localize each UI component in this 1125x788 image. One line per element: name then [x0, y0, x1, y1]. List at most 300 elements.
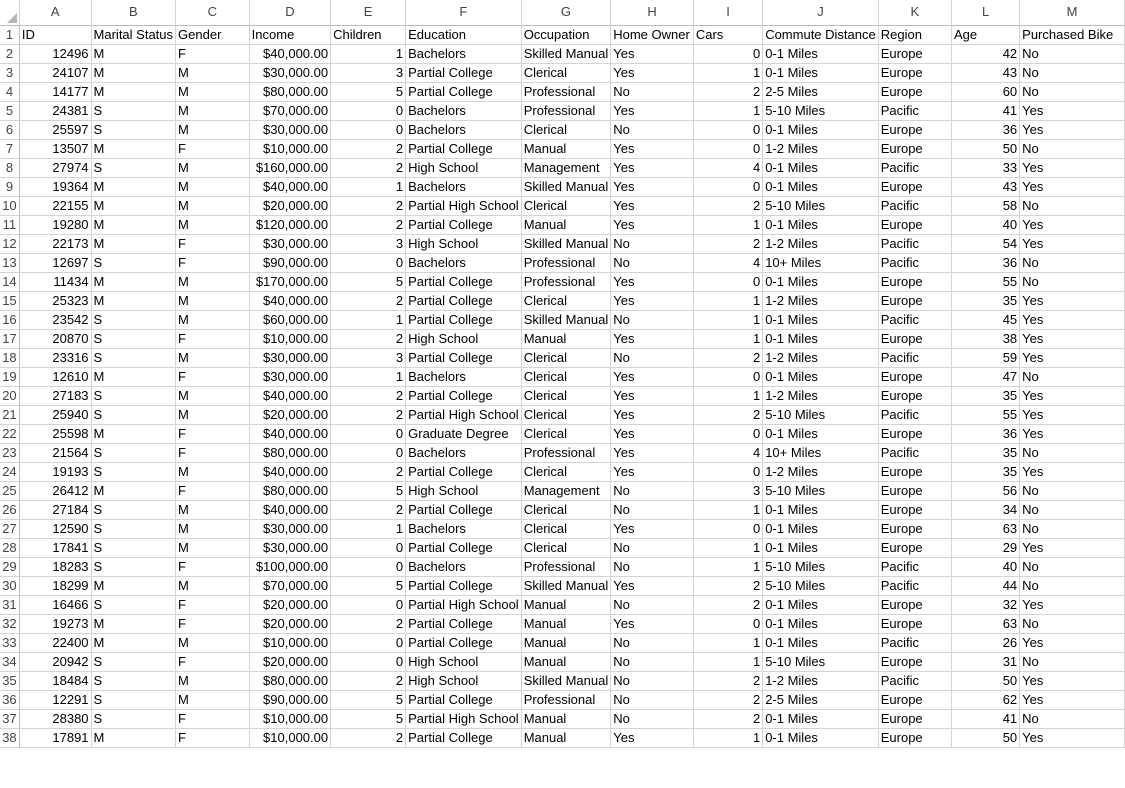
- cell[interactable]: M: [91, 177, 175, 196]
- cell[interactable]: No: [611, 557, 694, 576]
- cell[interactable]: 22173: [19, 234, 91, 253]
- cell[interactable]: M: [91, 367, 175, 386]
- cell[interactable]: Clerical: [521, 367, 611, 386]
- cell[interactable]: No: [1020, 709, 1125, 728]
- cell[interactable]: 14177: [19, 82, 91, 101]
- cell[interactable]: 10+ Miles: [763, 443, 879, 462]
- cell[interactable]: $60,000.00: [249, 310, 330, 329]
- cell[interactable]: F: [176, 709, 250, 728]
- cell[interactable]: $80,000.00: [249, 82, 330, 101]
- cell[interactable]: S: [91, 690, 175, 709]
- cell[interactable]: $40,000.00: [249, 386, 330, 405]
- cell[interactable]: 0-1 Miles: [763, 728, 879, 747]
- cell[interactable]: Skilled Manual: [521, 234, 611, 253]
- cell[interactable]: 0: [331, 443, 406, 462]
- row-header-10[interactable]: 10: [0, 196, 19, 215]
- cell[interactable]: $160,000.00: [249, 158, 330, 177]
- cell[interactable]: Clerical: [521, 120, 611, 139]
- cell[interactable]: Yes: [611, 177, 694, 196]
- cell[interactable]: 0-1 Miles: [763, 424, 879, 443]
- cell[interactable]: 36: [951, 424, 1019, 443]
- cell[interactable]: 0: [331, 557, 406, 576]
- cell[interactable]: No: [611, 348, 694, 367]
- cell[interactable]: Partial College: [406, 291, 522, 310]
- cell[interactable]: 23316: [19, 348, 91, 367]
- cell[interactable]: 19280: [19, 215, 91, 234]
- cell[interactable]: No: [1020, 272, 1125, 291]
- cell[interactable]: 10+ Miles: [763, 253, 879, 272]
- cell[interactable]: 0: [693, 177, 762, 196]
- cell[interactable]: 38: [951, 329, 1019, 348]
- cell[interactable]: 0-1 Miles: [763, 158, 879, 177]
- cell[interactable]: 22400: [19, 633, 91, 652]
- cell[interactable]: 0-1 Miles: [763, 538, 879, 557]
- cell[interactable]: 43: [951, 63, 1019, 82]
- cell[interactable]: $40,000.00: [249, 500, 330, 519]
- cell[interactable]: 0: [693, 44, 762, 63]
- cell[interactable]: No: [1020, 63, 1125, 82]
- cell[interactable]: Pacific: [878, 405, 951, 424]
- column-title-cell[interactable]: Region: [878, 25, 951, 44]
- cell[interactable]: $20,000.00: [249, 614, 330, 633]
- cell[interactable]: 27974: [19, 158, 91, 177]
- cell[interactable]: Bachelors: [406, 101, 522, 120]
- cell[interactable]: High School: [406, 652, 522, 671]
- cell[interactable]: 4: [693, 253, 762, 272]
- cell[interactable]: 2: [693, 576, 762, 595]
- cell[interactable]: No: [1020, 443, 1125, 462]
- cell[interactable]: 58: [951, 196, 1019, 215]
- row-header-36[interactable]: 36: [0, 690, 19, 709]
- cell[interactable]: S: [91, 500, 175, 519]
- cell[interactable]: 59: [951, 348, 1019, 367]
- cell[interactable]: No: [611, 120, 694, 139]
- cell[interactable]: 2-5 Miles: [763, 82, 879, 101]
- cell[interactable]: No: [611, 538, 694, 557]
- cell[interactable]: 63: [951, 614, 1019, 633]
- cell[interactable]: 0: [693, 519, 762, 538]
- row-header-20[interactable]: 20: [0, 386, 19, 405]
- cell[interactable]: Pacific: [878, 633, 951, 652]
- cell[interactable]: Skilled Manual: [521, 177, 611, 196]
- row-header-25[interactable]: 25: [0, 481, 19, 500]
- cell[interactable]: Yes: [1020, 538, 1125, 557]
- cell[interactable]: 26: [951, 633, 1019, 652]
- cell[interactable]: 1: [331, 367, 406, 386]
- cell[interactable]: Clerical: [521, 386, 611, 405]
- cell[interactable]: 43: [951, 177, 1019, 196]
- cell[interactable]: 0-1 Miles: [763, 120, 879, 139]
- row-header-27[interactable]: 27: [0, 519, 19, 538]
- cell[interactable]: 2: [331, 671, 406, 690]
- cell[interactable]: S: [91, 557, 175, 576]
- cell[interactable]: 1: [693, 310, 762, 329]
- cell[interactable]: Europe: [878, 652, 951, 671]
- cell[interactable]: $40,000.00: [249, 424, 330, 443]
- cell[interactable]: Manual: [521, 652, 611, 671]
- cell[interactable]: $30,000.00: [249, 234, 330, 253]
- cell[interactable]: Management: [521, 158, 611, 177]
- cell[interactable]: $10,000.00: [249, 139, 330, 158]
- cell[interactable]: 12610: [19, 367, 91, 386]
- cell[interactable]: Yes: [611, 424, 694, 443]
- cell[interactable]: Europe: [878, 367, 951, 386]
- cell[interactable]: M: [91, 234, 175, 253]
- cell[interactable]: F: [176, 367, 250, 386]
- cell[interactable]: 0-1 Miles: [763, 310, 879, 329]
- row-header-19[interactable]: 19: [0, 367, 19, 386]
- column-title-cell[interactable]: Income: [249, 25, 330, 44]
- cell[interactable]: $10,000.00: [249, 329, 330, 348]
- cell[interactable]: Europe: [878, 481, 951, 500]
- cell[interactable]: F: [176, 253, 250, 272]
- column-title-cell[interactable]: Home Owner: [611, 25, 694, 44]
- cell[interactable]: Yes: [1020, 671, 1125, 690]
- cell[interactable]: Manual: [521, 709, 611, 728]
- cell[interactable]: No: [1020, 500, 1125, 519]
- cell[interactable]: No: [611, 500, 694, 519]
- column-header-h[interactable]: H: [611, 0, 694, 25]
- cell[interactable]: 19364: [19, 177, 91, 196]
- cell[interactable]: Partial High School: [406, 405, 522, 424]
- cell[interactable]: 47: [951, 367, 1019, 386]
- cell[interactable]: 25940: [19, 405, 91, 424]
- column-header-e[interactable]: E: [331, 0, 406, 25]
- cell[interactable]: Partial College: [406, 614, 522, 633]
- cell[interactable]: No: [611, 481, 694, 500]
- cell[interactable]: 25323: [19, 291, 91, 310]
- cell[interactable]: 0-1 Miles: [763, 44, 879, 63]
- cell[interactable]: M: [176, 291, 250, 310]
- cell[interactable]: Yes: [611, 196, 694, 215]
- cell[interactable]: 0: [693, 139, 762, 158]
- row-header-37[interactable]: 37: [0, 709, 19, 728]
- cell[interactable]: M: [176, 500, 250, 519]
- cell[interactable]: M: [91, 576, 175, 595]
- cell[interactable]: F: [176, 652, 250, 671]
- cell[interactable]: Partial College: [406, 82, 522, 101]
- cell[interactable]: Yes: [1020, 405, 1125, 424]
- cell[interactable]: 50: [951, 139, 1019, 158]
- cell[interactable]: 24107: [19, 63, 91, 82]
- row-header-22[interactable]: 22: [0, 424, 19, 443]
- cell[interactable]: Yes: [611, 386, 694, 405]
- cell[interactable]: Yes: [611, 367, 694, 386]
- cell[interactable]: 20870: [19, 329, 91, 348]
- cell[interactable]: 3: [331, 348, 406, 367]
- cell[interactable]: M: [91, 82, 175, 101]
- cell[interactable]: 0: [693, 424, 762, 443]
- cell[interactable]: Bachelors: [406, 557, 522, 576]
- column-header-b[interactable]: B: [91, 0, 175, 25]
- cell[interactable]: M: [176, 196, 250, 215]
- cell[interactable]: M: [176, 386, 250, 405]
- cell[interactable]: M: [176, 120, 250, 139]
- column-title-cell[interactable]: Commute Distance: [763, 25, 879, 44]
- cell[interactable]: Yes: [611, 101, 694, 120]
- cell[interactable]: M: [91, 424, 175, 443]
- cell[interactable]: No: [611, 671, 694, 690]
- cell[interactable]: M: [176, 538, 250, 557]
- cell[interactable]: 2: [693, 348, 762, 367]
- cell[interactable]: S: [91, 443, 175, 462]
- cell[interactable]: Yes: [611, 405, 694, 424]
- cell[interactable]: Pacific: [878, 253, 951, 272]
- cell[interactable]: Europe: [878, 728, 951, 747]
- cell[interactable]: Yes: [611, 614, 694, 633]
- cell[interactable]: Partial High School: [406, 196, 522, 215]
- cell[interactable]: 5: [331, 709, 406, 728]
- cell[interactable]: 1: [693, 652, 762, 671]
- row-header-12[interactable]: 12: [0, 234, 19, 253]
- cell[interactable]: Pacific: [878, 557, 951, 576]
- cell[interactable]: Partial College: [406, 272, 522, 291]
- cell[interactable]: 5-10 Miles: [763, 557, 879, 576]
- cell[interactable]: S: [91, 595, 175, 614]
- cell[interactable]: M: [91, 481, 175, 500]
- cell[interactable]: 5-10 Miles: [763, 481, 879, 500]
- cell[interactable]: 2: [331, 500, 406, 519]
- cell[interactable]: 0: [331, 538, 406, 557]
- cell[interactable]: 23542: [19, 310, 91, 329]
- cell[interactable]: Manual: [521, 329, 611, 348]
- cell[interactable]: Europe: [878, 500, 951, 519]
- column-title-cell[interactable]: Occupation: [521, 25, 611, 44]
- cell[interactable]: No: [1020, 557, 1125, 576]
- cell[interactable]: Yes: [1020, 595, 1125, 614]
- cell[interactable]: 1: [693, 215, 762, 234]
- cell[interactable]: 12697: [19, 253, 91, 272]
- cell[interactable]: 36: [951, 253, 1019, 272]
- cell[interactable]: Yes: [611, 272, 694, 291]
- row-header-21[interactable]: 21: [0, 405, 19, 424]
- row-header-23[interactable]: 23: [0, 443, 19, 462]
- cell[interactable]: 1-2 Miles: [763, 386, 879, 405]
- row-header-32[interactable]: 32: [0, 614, 19, 633]
- cell[interactable]: Yes: [1020, 424, 1125, 443]
- column-header-i[interactable]: I: [693, 0, 762, 25]
- row-header-5[interactable]: 5: [0, 101, 19, 120]
- cell[interactable]: Skilled Manual: [521, 671, 611, 690]
- cell[interactable]: 1: [331, 177, 406, 196]
- cell[interactable]: Europe: [878, 82, 951, 101]
- column-title-cell[interactable]: Gender: [176, 25, 250, 44]
- cell[interactable]: $20,000.00: [249, 652, 330, 671]
- cell[interactable]: 35: [951, 443, 1019, 462]
- cell[interactable]: No: [1020, 196, 1125, 215]
- cell[interactable]: 1: [693, 63, 762, 82]
- cell[interactable]: 0: [693, 367, 762, 386]
- cell[interactable]: $40,000.00: [249, 44, 330, 63]
- cell[interactable]: Partial College: [406, 728, 522, 747]
- cell[interactable]: 2: [331, 462, 406, 481]
- cell[interactable]: M: [176, 158, 250, 177]
- cell[interactable]: $40,000.00: [249, 462, 330, 481]
- cell[interactable]: 2: [331, 329, 406, 348]
- cell[interactable]: No: [611, 652, 694, 671]
- cell[interactable]: $30,000.00: [249, 348, 330, 367]
- cell[interactable]: Yes: [611, 139, 694, 158]
- cell[interactable]: Bachelors: [406, 253, 522, 272]
- cell[interactable]: Yes: [1020, 386, 1125, 405]
- cell[interactable]: 0-1 Miles: [763, 329, 879, 348]
- cell[interactable]: 1: [693, 538, 762, 557]
- row-header-6[interactable]: 6: [0, 120, 19, 139]
- cell[interactable]: Professional: [521, 101, 611, 120]
- cell[interactable]: 5-10 Miles: [763, 405, 879, 424]
- cell[interactable]: Europe: [878, 424, 951, 443]
- cell[interactable]: Partial College: [406, 576, 522, 595]
- cell[interactable]: 1-2 Miles: [763, 462, 879, 481]
- cell[interactable]: Bachelors: [406, 519, 522, 538]
- cell[interactable]: 1-2 Miles: [763, 291, 879, 310]
- cell[interactable]: Yes: [611, 519, 694, 538]
- cell[interactable]: Yes: [1020, 329, 1125, 348]
- cell[interactable]: 0-1 Miles: [763, 633, 879, 652]
- cell[interactable]: S: [91, 101, 175, 120]
- cell[interactable]: 0: [693, 272, 762, 291]
- cell[interactable]: 18283: [19, 557, 91, 576]
- cell[interactable]: M: [176, 348, 250, 367]
- cell[interactable]: Yes: [1020, 291, 1125, 310]
- cell[interactable]: 0: [331, 633, 406, 652]
- cell[interactable]: 1: [331, 44, 406, 63]
- cell[interactable]: S: [91, 310, 175, 329]
- cell[interactable]: 0: [331, 253, 406, 272]
- cell[interactable]: $10,000.00: [249, 728, 330, 747]
- column-header-j[interactable]: J: [763, 0, 879, 25]
- cell[interactable]: No: [611, 82, 694, 101]
- cell[interactable]: Europe: [878, 329, 951, 348]
- row-header-4[interactable]: 4: [0, 82, 19, 101]
- cell[interactable]: 1-2 Miles: [763, 139, 879, 158]
- cell[interactable]: 2: [331, 386, 406, 405]
- cell[interactable]: High School: [406, 481, 522, 500]
- column-title-cell[interactable]: Cars: [693, 25, 762, 44]
- cell[interactable]: $80,000.00: [249, 443, 330, 462]
- cell[interactable]: Clerical: [521, 500, 611, 519]
- cell[interactable]: 2: [693, 405, 762, 424]
- cell[interactable]: Yes: [611, 576, 694, 595]
- cell[interactable]: Partial College: [406, 310, 522, 329]
- column-header-m[interactable]: M: [1020, 0, 1125, 25]
- cell[interactable]: Partial High School: [406, 709, 522, 728]
- cell[interactable]: Professional: [521, 690, 611, 709]
- cell[interactable]: M: [91, 291, 175, 310]
- cell[interactable]: S: [91, 709, 175, 728]
- cell[interactable]: 50: [951, 728, 1019, 747]
- cell[interactable]: Partial College: [406, 139, 522, 158]
- cell[interactable]: High School: [406, 329, 522, 348]
- cell[interactable]: 3: [331, 234, 406, 253]
- cell[interactable]: $90,000.00: [249, 253, 330, 272]
- cell[interactable]: 0-1 Miles: [763, 519, 879, 538]
- cell[interactable]: 0-1 Miles: [763, 63, 879, 82]
- cell[interactable]: 19193: [19, 462, 91, 481]
- cell[interactable]: Europe: [878, 120, 951, 139]
- row-header-8[interactable]: 8: [0, 158, 19, 177]
- column-header-c[interactable]: C: [176, 0, 250, 25]
- cell[interactable]: 55: [951, 405, 1019, 424]
- cell[interactable]: No: [1020, 481, 1125, 500]
- cell[interactable]: S: [91, 538, 175, 557]
- cell[interactable]: 3: [693, 481, 762, 500]
- cell[interactable]: Yes: [611, 462, 694, 481]
- cell[interactable]: M: [91, 633, 175, 652]
- cell[interactable]: M: [91, 196, 175, 215]
- row-header-1[interactable]: 1: [0, 25, 19, 44]
- cell[interactable]: No: [611, 234, 694, 253]
- cell[interactable]: 55: [951, 272, 1019, 291]
- row-header-16[interactable]: 16: [0, 310, 19, 329]
- cell[interactable]: 0-1 Miles: [763, 367, 879, 386]
- cell[interactable]: S: [91, 386, 175, 405]
- cell[interactable]: 4: [693, 443, 762, 462]
- cell[interactable]: 41: [951, 101, 1019, 120]
- cell[interactable]: $30,000.00: [249, 120, 330, 139]
- cell[interactable]: 5-10 Miles: [763, 576, 879, 595]
- cell[interactable]: F: [176, 44, 250, 63]
- cell[interactable]: 2: [693, 690, 762, 709]
- cell[interactable]: 1: [693, 329, 762, 348]
- cell[interactable]: Clerical: [521, 405, 611, 424]
- cell[interactable]: Partial College: [406, 348, 522, 367]
- cell[interactable]: Bachelors: [406, 44, 522, 63]
- cell[interactable]: Pacific: [878, 443, 951, 462]
- cell[interactable]: $90,000.00: [249, 690, 330, 709]
- cell[interactable]: 35: [951, 291, 1019, 310]
- cell[interactable]: Yes: [1020, 101, 1125, 120]
- cell[interactable]: Yes: [611, 291, 694, 310]
- cell[interactable]: 42: [951, 44, 1019, 63]
- cell[interactable]: 27183: [19, 386, 91, 405]
- cell[interactable]: Europe: [878, 177, 951, 196]
- row-header-11[interactable]: 11: [0, 215, 19, 234]
- cell[interactable]: 17841: [19, 538, 91, 557]
- cell[interactable]: 25597: [19, 120, 91, 139]
- cell[interactable]: 1: [693, 386, 762, 405]
- cell[interactable]: 1: [693, 557, 762, 576]
- cell[interactable]: $100,000.00: [249, 557, 330, 576]
- cell[interactable]: S: [91, 462, 175, 481]
- cell[interactable]: 0: [693, 614, 762, 633]
- cell[interactable]: 2: [693, 82, 762, 101]
- cell[interactable]: Graduate Degree: [406, 424, 522, 443]
- cell[interactable]: 1-2 Miles: [763, 671, 879, 690]
- cell[interactable]: S: [91, 120, 175, 139]
- cell[interactable]: No: [611, 633, 694, 652]
- column-header-l[interactable]: L: [951, 0, 1019, 25]
- cell[interactable]: Yes: [1020, 690, 1125, 709]
- cell[interactable]: 2: [331, 158, 406, 177]
- row-header-33[interactable]: 33: [0, 633, 19, 652]
- cell[interactable]: 2: [693, 234, 762, 253]
- cell[interactable]: 1-2 Miles: [763, 234, 879, 253]
- cell[interactable]: 27184: [19, 500, 91, 519]
- cell[interactable]: 62: [951, 690, 1019, 709]
- cell[interactable]: Europe: [878, 462, 951, 481]
- cell[interactable]: $120,000.00: [249, 215, 330, 234]
- cell[interactable]: 44: [951, 576, 1019, 595]
- cell[interactable]: 0-1 Miles: [763, 500, 879, 519]
- cell[interactable]: 21564: [19, 443, 91, 462]
- cell[interactable]: 0: [331, 595, 406, 614]
- cell[interactable]: 0-1 Miles: [763, 614, 879, 633]
- cell[interactable]: 36: [951, 120, 1019, 139]
- cell[interactable]: Yes: [1020, 310, 1125, 329]
- cell[interactable]: Yes: [1020, 728, 1125, 747]
- column-title-cell[interactable]: Education: [406, 25, 522, 44]
